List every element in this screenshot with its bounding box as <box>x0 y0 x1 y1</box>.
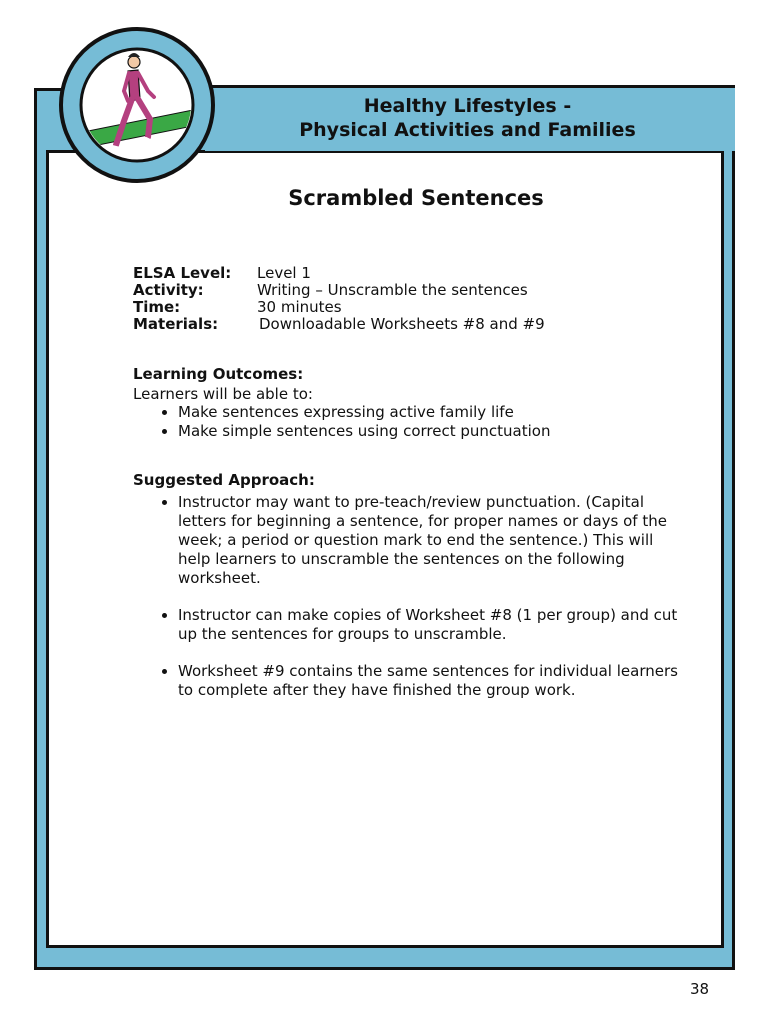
info-row-level <box>133 265 545 282</box>
info-row-time <box>133 299 545 316</box>
header-title-line1: Healthy Lifestyles - <box>363 95 572 117</box>
info-value: Level 1 <box>257 264 311 282</box>
list-item: • Instructor may want to pre-teach/review punctuation. (Capital letters for beginning a sentence, for proper names or days of the week; a period or question mark to end the sentence.) This will help learners to unscramble the sentences on the following worksheet. <box>178 493 678 588</box>
learning-outcomes-intro: Learners will be able to: <box>133 385 313 403</box>
info-row-materials <box>133 316 545 333</box>
page-number: 38 <box>690 980 710 998</box>
section-title: Scrambled Sentences <box>288 186 544 210</box>
list-item: • Make simple sentences using correct punctuation <box>178 422 698 441</box>
list-item: • Make sentences expressing active family life <box>178 403 698 422</box>
lesson-info <box>133 265 545 333</box>
list-item: • Instructor can make copies of Worksheet #8 (1 per group) and cut up the sentences for groups to unscramble. <box>178 606 678 644</box>
info-label: ELSA Level: <box>133 264 232 282</box>
suggested-approach-heading: Suggested Approach: <box>133 471 315 489</box>
info-label: Materials: <box>133 315 219 333</box>
header-title <box>205 94 730 142</box>
info-row-activity <box>133 282 545 299</box>
learning-outcomes-heading: Learning Outcomes: <box>133 365 304 383</box>
info-label: Activity: <box>133 281 204 299</box>
info-value: 30 minutes <box>257 298 342 316</box>
walking-woman-logo-icon <box>58 25 216 185</box>
list-item: • Worksheet #9 contains the same sentences for individual learners to complete after they have finished the group work. <box>178 662 678 700</box>
learning-outcomes-list <box>160 403 698 441</box>
suggested-approach-list <box>160 493 678 700</box>
info-value: Downloadable Worksheets #8 and #9 <box>259 315 545 333</box>
info-label: Time: <box>133 298 181 316</box>
info-value: Writing – Unscramble the sentences <box>257 281 528 299</box>
header-title-line2: Physical Activities and Families <box>299 119 636 141</box>
